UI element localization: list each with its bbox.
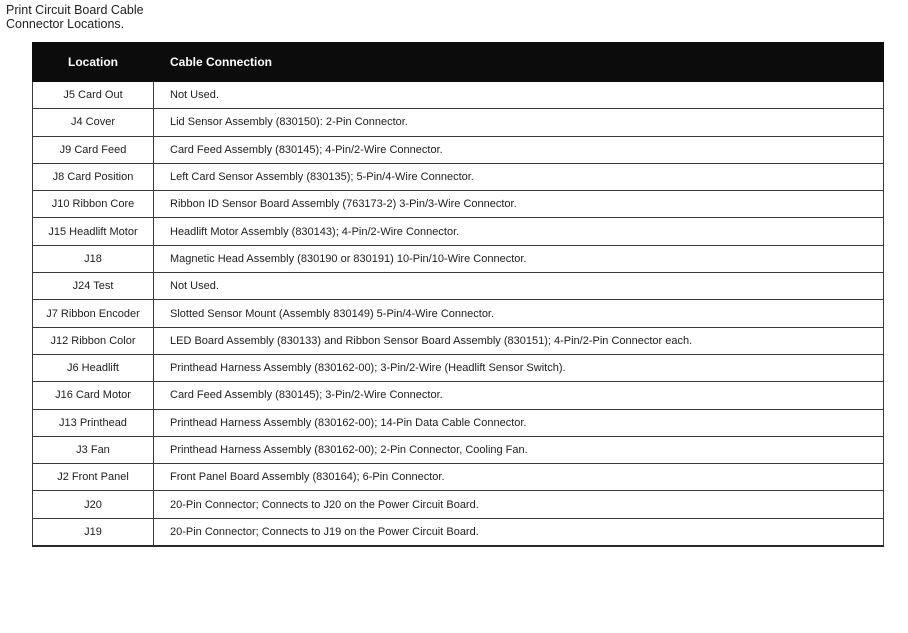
location-cell: J24 Test	[33, 273, 154, 300]
table-row	[33, 464, 884, 491]
location-cell: J18	[33, 245, 154, 272]
connection-cell: Headlift Motor Assembly (830143); 4-Pin/2-Wire Connector.	[154, 218, 884, 245]
connection-cell: Printhead Harness Assembly (830162-00); 2-Pin Connector, Cooling Fan.	[154, 436, 884, 463]
connection-cell: Printhead Harness Assembly (830162-00); 14-Pin Data Cable Connector.	[154, 409, 884, 436]
table-row	[33, 136, 884, 163]
table-row	[33, 218, 884, 245]
table-row	[33, 382, 884, 409]
table-row	[33, 354, 884, 381]
table-row	[33, 409, 884, 436]
connection-cell: Card Feed Assembly (830145); 3-Pin/2-Wire Connector.	[154, 382, 884, 409]
header-row	[33, 43, 884, 82]
cable-connector-table	[32, 42, 884, 547]
location-cell: J15 Headlift Motor	[33, 218, 154, 245]
table-row	[33, 191, 884, 218]
table-header	[33, 43, 884, 82]
connection-cell: Left Card Sensor Assembly (830135); 5-Pin/4-Wire Connector.	[154, 163, 884, 190]
location-cell: J19	[33, 518, 154, 546]
table-row	[33, 109, 884, 136]
table-body	[33, 82, 884, 547]
connection-cell: Printhead Harness Assembly (830162-00); 3-Pin/2-Wire (Headlift Sensor Switch).	[154, 354, 884, 381]
caption-line-2: Connector Locations.	[6, 17, 125, 31]
table-row	[33, 491, 884, 518]
connection-cell: Front Panel Board Assembly (830164); 6-Pin Connector.	[154, 464, 884, 491]
connection-cell: Lid Sensor Assembly (830150): 2-Pin Connector.	[154, 109, 884, 136]
connection-cell: Ribbon ID Sensor Board Assembly (763173-2) 3-Pin/3-Wire Connector.	[154, 191, 884, 218]
connection-cell: 20-Pin Connector; Connects to J19 on the Power Circuit Board.	[154, 518, 884, 546]
location-cell: J3 Fan	[33, 436, 154, 463]
location-cell: J9 Card Feed	[33, 136, 154, 163]
caption-line-1: Print Circuit Board Cable	[6, 3, 144, 17]
table-row	[33, 163, 884, 190]
table-row	[33, 300, 884, 327]
table-row	[33, 273, 884, 300]
location-cell: J8 Card Position	[33, 163, 154, 190]
table-row	[33, 518, 884, 546]
connection-cell: Magnetic Head Assembly (830190 or 830191) 10-Pin/10-Wire Connector.	[154, 245, 884, 272]
table-caption	[6, 3, 144, 31]
table-row	[33, 82, 884, 109]
table-row	[33, 436, 884, 463]
location-cell: J2 Front Panel	[33, 464, 154, 491]
location-cell: J16 Card Motor	[33, 382, 154, 409]
connection-cell: Card Feed Assembly (830145); 4-Pin/2-Wire Connector.	[154, 136, 884, 163]
connection-cell: Slotted Sensor Mount (Assembly 830149) 5-Pin/4-Wire Connector.	[154, 300, 884, 327]
location-cell: J20	[33, 491, 154, 518]
location-cell: J12 Ribbon Color	[33, 327, 154, 354]
location-cell: J4 Cover	[33, 109, 154, 136]
location-cell: J7 Ribbon Encoder	[33, 300, 154, 327]
table-row	[33, 327, 884, 354]
location-cell: J5 Card Out	[33, 82, 154, 109]
header-cable-connection: Cable Connection	[154, 43, 884, 82]
header-location: Location	[33, 43, 154, 82]
connection-cell: LED Board Assembly (830133) and Ribbon Sensor Board Assembly (830151); 4-Pin/2-Pin Connector each.	[154, 327, 884, 354]
table-row	[33, 245, 884, 272]
location-cell: J13 Printhead	[33, 409, 154, 436]
connection-cell: Not Used.	[154, 82, 884, 109]
location-cell: J10 Ribbon Core	[33, 191, 154, 218]
location-cell: J6 Headlift	[33, 354, 154, 381]
connection-cell: Not Used.	[154, 273, 884, 300]
connection-cell: 20-Pin Connector; Connects to J20 on the Power Circuit Board.	[154, 491, 884, 518]
